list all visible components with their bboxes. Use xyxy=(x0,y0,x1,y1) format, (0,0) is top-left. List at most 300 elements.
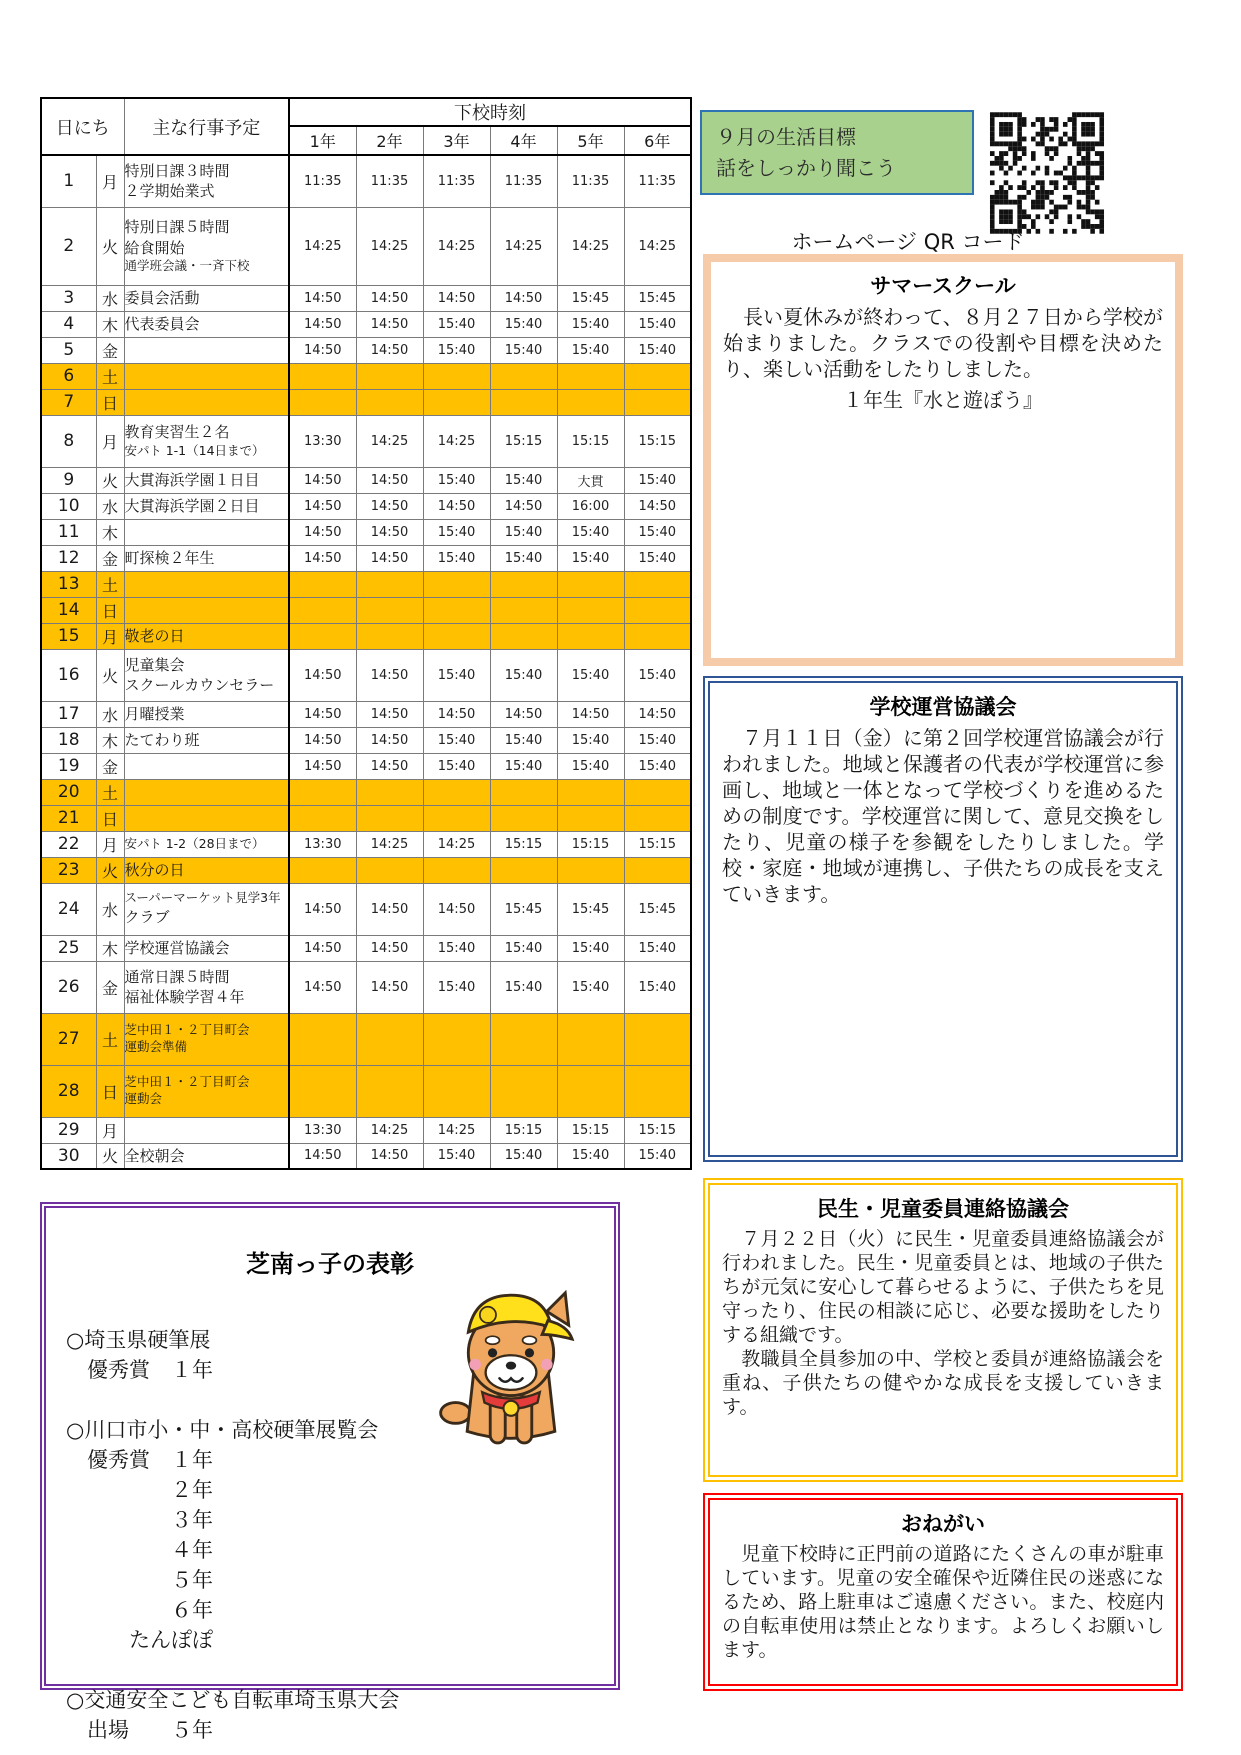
dismissal-time-cell: 15:40 xyxy=(490,311,557,337)
dismissal-time-cell: 15:40 xyxy=(557,935,624,961)
event-cell xyxy=(124,1013,289,1065)
dismissal-time-cell: 15:40 xyxy=(490,1143,557,1169)
weekday-cell: 水 xyxy=(96,493,124,519)
event-cell xyxy=(124,1117,289,1143)
date-cell: 27 xyxy=(41,1013,96,1065)
dismissal-time-cell: 11:35 xyxy=(289,155,356,207)
dismissal-time-cell: 15:15 xyxy=(490,831,557,857)
date-cell: 6 xyxy=(41,363,96,389)
dismissal-time-cell: 14:25 xyxy=(557,207,624,285)
monthly-goal-box xyxy=(700,110,974,195)
dismissal-time-cell: 15:45 xyxy=(557,883,624,935)
dismissal-time-cell xyxy=(289,389,356,415)
table-row xyxy=(41,493,691,519)
weekday-cell: 金 xyxy=(96,753,124,779)
dismissal-time-cell: 15:15 xyxy=(557,415,624,467)
dismissal-time-cell: 15:40 xyxy=(423,935,490,961)
dismissal-time-cell: 15:40 xyxy=(624,519,691,545)
event-line: 運動会 xyxy=(124,1091,163,1106)
event-line: 芝中田１・２丁目町会 xyxy=(124,1074,250,1090)
dismissal-time-cell: 14:50 xyxy=(356,701,423,727)
awards-box xyxy=(40,1202,620,1742)
event-line: 安パト 1-2（28日まで） xyxy=(124,835,265,851)
dismissal-time-cell xyxy=(356,597,423,623)
dismissal-time-cell: 14:50 xyxy=(490,701,557,727)
table-row xyxy=(41,597,691,623)
date-cell: 17 xyxy=(41,701,96,727)
event-cell xyxy=(124,311,289,337)
header-grade-4: 4年 xyxy=(490,126,557,155)
weekday-cell: 月 xyxy=(96,415,124,467)
dismissal-time-cell: 15:45 xyxy=(557,285,624,311)
event-cell xyxy=(124,1143,289,1169)
dismissal-time-cell: 16:00 xyxy=(557,493,624,519)
dismissal-time-cell: 14:50 xyxy=(356,1143,423,1169)
weekday-cell: 月 xyxy=(96,623,124,649)
date-cell: 14 xyxy=(41,597,96,623)
dismissal-time-cell: 15:40 xyxy=(423,961,490,1013)
dismissal-time-cell xyxy=(423,623,490,649)
dismissal-time-cell: 13:30 xyxy=(289,415,356,467)
table-row xyxy=(41,415,691,467)
dismissal-time-cell: 15:45 xyxy=(490,883,557,935)
award-line: ３年 xyxy=(66,1508,213,1532)
dismissal-time-cell xyxy=(289,1065,356,1117)
dismissal-time-cell: 15:40 xyxy=(490,753,557,779)
dismissal-time-cell xyxy=(557,1065,624,1117)
header-events: 主な行事予定 xyxy=(124,98,289,155)
date-cell: 5 xyxy=(41,337,96,363)
dismissal-time-cell xyxy=(490,857,557,883)
event-cell xyxy=(124,1065,289,1117)
table-row xyxy=(41,1065,691,1117)
dismissal-time-cell: 15:40 xyxy=(490,519,557,545)
request-box xyxy=(703,1493,1183,1691)
header-date: 日にち xyxy=(41,98,124,155)
date-cell: 29 xyxy=(41,1117,96,1143)
dismissal-time-cell: 15:40 xyxy=(557,1143,624,1169)
dismissal-time-cell: 15:40 xyxy=(557,519,624,545)
dismissal-time-cell: 14:50 xyxy=(624,493,691,519)
dismissal-time-cell: 大貫 xyxy=(557,467,624,493)
dismissal-time-cell: 14:50 xyxy=(356,727,423,753)
dismissal-time-cell: 13:30 xyxy=(289,831,356,857)
table-row xyxy=(41,519,691,545)
dismissal-time-cell: 13:30 xyxy=(289,1117,356,1143)
date-cell: 7 xyxy=(41,389,96,415)
dismissal-time-cell: 15:40 xyxy=(557,727,624,753)
dismissal-time-cell xyxy=(423,1013,490,1065)
calendar-table xyxy=(40,97,692,1170)
table-row xyxy=(41,831,691,857)
welfare-committee-title: 民生・児童委員連絡協議会 xyxy=(817,1197,1069,1221)
dismissal-time-cell: 14:50 xyxy=(289,493,356,519)
dismissal-time-cell xyxy=(289,363,356,389)
dismissal-time-cell: 15:40 xyxy=(624,753,691,779)
dismissal-time-cell xyxy=(624,571,691,597)
award-line: ○交通安全こども自転車埼玉県大会 xyxy=(66,1688,400,1712)
dismissal-time-cell xyxy=(356,779,423,805)
dismissal-time-cell: 15:15 xyxy=(624,1117,691,1143)
dismissal-time-cell: 15:40 xyxy=(624,545,691,571)
dismissal-time-cell xyxy=(624,805,691,831)
date-cell: 11 xyxy=(41,519,96,545)
dismissal-time-cell: 14:50 xyxy=(423,285,490,311)
event-line: 芝中田１・２丁目町会 xyxy=(124,1022,250,1038)
welfare-committee-box xyxy=(703,1178,1183,1482)
event-line: 学校運営協議会 xyxy=(124,938,230,957)
header-grade-2: 2年 xyxy=(356,126,423,155)
header-dismissal-time: 下校時刻 xyxy=(289,98,691,126)
date-cell: 10 xyxy=(41,493,96,519)
event-cell xyxy=(124,597,289,623)
dismissal-time-cell xyxy=(289,571,356,597)
table-row xyxy=(41,857,691,883)
dismissal-time-cell xyxy=(490,1065,557,1117)
weekday-cell: 水 xyxy=(96,701,124,727)
award-line: ○埼玉県硬筆展 xyxy=(66,1328,211,1352)
dismissal-time-cell: 14:50 xyxy=(356,493,423,519)
weekday-cell: 月 xyxy=(96,155,124,207)
dismissal-time-cell: 14:25 xyxy=(356,1117,423,1143)
dismissal-time-cell xyxy=(557,389,624,415)
dismissal-time-cell xyxy=(356,623,423,649)
event-line: クラブ xyxy=(124,908,170,927)
weekday-cell: 火 xyxy=(96,1143,124,1169)
dismissal-time-cell xyxy=(289,623,356,649)
dismissal-time-cell: 14:50 xyxy=(356,337,423,363)
dismissal-time-cell: 14:50 xyxy=(423,883,490,935)
weekday-cell: 土 xyxy=(96,363,124,389)
dismissal-time-cell xyxy=(490,571,557,597)
event-line: 福祉体験学習４年 xyxy=(124,988,245,1006)
event-cell xyxy=(124,831,289,857)
date-cell: 1 xyxy=(41,155,96,207)
dismissal-time-cell: 15:40 xyxy=(490,337,557,363)
summer-school-box xyxy=(703,254,1183,666)
event-cell xyxy=(124,285,289,311)
event-cell xyxy=(124,493,289,519)
dismissal-time-cell: 15:15 xyxy=(557,831,624,857)
event-cell xyxy=(124,155,289,207)
summer-school-caption: １年生『水と遊ぼう』 xyxy=(843,388,1043,412)
dismissal-time-cell xyxy=(356,805,423,831)
table-row xyxy=(41,363,691,389)
dismissal-time-cell xyxy=(624,857,691,883)
event-cell xyxy=(124,753,289,779)
event-line: 大貫海浜学園２日目 xyxy=(124,496,260,515)
event-line: 安パト 1-1（14日まで） xyxy=(124,442,265,458)
dismissal-time-cell xyxy=(624,363,691,389)
dismissal-time-cell xyxy=(356,1013,423,1065)
dismissal-time-cell xyxy=(557,1013,624,1065)
dismissal-time-cell xyxy=(557,597,624,623)
table-row xyxy=(41,935,691,961)
dismissal-time-cell: 15:40 xyxy=(423,545,490,571)
weekday-cell: 金 xyxy=(96,961,124,1013)
dismissal-time-cell: 14:50 xyxy=(356,519,423,545)
dismissal-time-cell: 11:35 xyxy=(624,155,691,207)
summer-school-text: 長い夏休みが終わって、８月２７日から学校が始まりました。クラスでの役割や目標を決めたり、楽しい活動をしたりしました。 xyxy=(723,305,1163,381)
dismissal-time-cell: 15:40 xyxy=(557,545,624,571)
dismissal-time-cell xyxy=(624,389,691,415)
date-cell: 20 xyxy=(41,779,96,805)
dismissal-time-cell xyxy=(557,805,624,831)
date-cell: 22 xyxy=(41,831,96,857)
dismissal-time-cell: 15:40 xyxy=(557,311,624,337)
dismissal-time-cell: 15:40 xyxy=(624,311,691,337)
dismissal-time-cell: 14:25 xyxy=(356,207,423,285)
dismissal-time-cell: 14:50 xyxy=(289,337,356,363)
request-text: 児童下校時に正門前の道路にたくさんの車が駐車しています。児童の安全確保や近隣住民の迷惑になるため、路上駐車はご遠慮ください。また、校庭内の自転車使用は禁止となります。よろしくお願いします。 xyxy=(722,1543,1164,1661)
weekday-cell: 土 xyxy=(96,1013,124,1065)
weekday-cell: 火 xyxy=(96,649,124,701)
dismissal-time-cell: 15:40 xyxy=(624,727,691,753)
table-row xyxy=(41,571,691,597)
award-line: ４年 xyxy=(66,1538,213,1562)
dismissal-time-cell xyxy=(423,805,490,831)
award-line: ○川口市小・中・高校硬筆展覧会 xyxy=(66,1418,379,1442)
event-cell xyxy=(124,935,289,961)
date-cell: 21 xyxy=(41,805,96,831)
welfare-committee-paragraph-2: 教職員全員参加の中、学校と委員が連絡協議会を重ね、子供たちの健やかな成長を支援していきます。 xyxy=(722,1348,1164,1418)
event-line: 月曜授業 xyxy=(124,704,185,723)
event-line: 教育実習生２名 xyxy=(124,423,230,442)
event-cell xyxy=(124,467,289,493)
date-cell: 9 xyxy=(41,467,96,493)
calendar-header-row-top xyxy=(41,98,691,126)
school-council-box xyxy=(703,676,1183,1162)
summer-school-title: サマースクール xyxy=(870,274,1016,298)
date-cell: 13 xyxy=(41,571,96,597)
dismissal-time-cell: 15:40 xyxy=(557,649,624,701)
qr-code xyxy=(988,110,1106,236)
event-cell xyxy=(124,207,289,285)
date-cell: 8 xyxy=(41,415,96,467)
weekday-cell: 土 xyxy=(96,571,124,597)
date-cell: 23 xyxy=(41,857,96,883)
event-cell xyxy=(124,389,289,415)
dismissal-time-cell: 15:40 xyxy=(624,649,691,701)
date-cell: 18 xyxy=(41,727,96,753)
qr-code-caption: ホームページ QR コード xyxy=(791,230,1025,254)
dismissal-time-cell xyxy=(423,857,490,883)
dismissal-time-cell: 11:35 xyxy=(490,155,557,207)
table-row xyxy=(41,1143,691,1169)
table-row xyxy=(41,311,691,337)
dismissal-time-cell xyxy=(557,363,624,389)
event-line: 町探検２年生 xyxy=(124,548,215,567)
event-cell xyxy=(124,519,289,545)
dismissal-time-cell: 15:40 xyxy=(490,935,557,961)
date-cell: 2 xyxy=(41,207,96,285)
dismissal-time-cell: 14:50 xyxy=(423,701,490,727)
weekday-cell: 火 xyxy=(96,207,124,285)
dismissal-time-cell xyxy=(624,1065,691,1117)
dismissal-time-cell xyxy=(490,389,557,415)
weekday-cell: 日 xyxy=(96,597,124,623)
event-line: たてわり班 xyxy=(124,730,200,749)
dismissal-time-cell xyxy=(490,623,557,649)
dismissal-time-cell: 15:40 xyxy=(423,649,490,701)
weekday-cell: 水 xyxy=(96,883,124,935)
dismissal-time-cell xyxy=(356,571,423,597)
dismissal-time-cell: 14:50 xyxy=(289,753,356,779)
table-row xyxy=(41,1013,691,1065)
date-cell: 28 xyxy=(41,1065,96,1117)
award-line: ６年 xyxy=(66,1598,213,1622)
weekday-cell: 木 xyxy=(96,935,124,961)
date-cell: 3 xyxy=(41,285,96,311)
dismissal-time-cell: 14:50 xyxy=(356,649,423,701)
event-line: 秋分の日 xyxy=(124,860,185,879)
dismissal-time-cell xyxy=(356,363,423,389)
dismissal-time-cell: 15:40 xyxy=(423,519,490,545)
dismissal-time-cell xyxy=(356,857,423,883)
dismissal-time-cell: 15:15 xyxy=(557,1117,624,1143)
weekday-cell: 月 xyxy=(96,831,124,857)
dismissal-time-cell: 14:50 xyxy=(356,285,423,311)
dismissal-time-cell: 15:40 xyxy=(490,961,557,1013)
event-line: スーパーマーケット見学3年 xyxy=(124,890,281,906)
event-cell xyxy=(124,415,289,467)
dismissal-time-cell: 15:40 xyxy=(423,311,490,337)
event-line: 通常日課５時間 xyxy=(124,967,230,986)
weekday-cell: 月 xyxy=(96,1117,124,1143)
dismissal-time-cell: 14:50 xyxy=(490,493,557,519)
table-row xyxy=(41,545,691,571)
dismissal-time-cell: 14:50 xyxy=(356,883,423,935)
dismissal-time-cell xyxy=(423,1065,490,1117)
dismissal-time-cell: 14:25 xyxy=(423,1117,490,1143)
table-row xyxy=(41,337,691,363)
dismissal-time-cell: 14:50 xyxy=(289,701,356,727)
dismissal-time-cell xyxy=(289,597,356,623)
table-row xyxy=(41,649,691,701)
header-grade-6: 6年 xyxy=(624,126,691,155)
event-line: 児童集会 xyxy=(124,655,185,674)
dismissal-time-cell: 15:15 xyxy=(490,1117,557,1143)
award-line xyxy=(66,1655,594,1685)
dismissal-time-cell: 14:50 xyxy=(289,519,356,545)
weekday-cell: 金 xyxy=(96,545,124,571)
event-cell xyxy=(124,701,289,727)
calendar-header xyxy=(41,98,691,155)
table-row xyxy=(41,1117,691,1143)
september-schedule-section xyxy=(40,97,692,1170)
event-cell xyxy=(124,805,289,831)
award-line: ２年 xyxy=(66,1478,213,1502)
dismissal-time-cell xyxy=(423,779,490,805)
weekday-cell: 金 xyxy=(96,337,124,363)
table-row xyxy=(41,883,691,935)
dismissal-time-cell: 14:50 xyxy=(356,935,423,961)
dismissal-time-cell: 15:45 xyxy=(624,285,691,311)
request-title: おねがい xyxy=(901,1512,985,1536)
table-row xyxy=(41,207,691,285)
dismissal-time-cell: 15:40 xyxy=(423,727,490,753)
event-line: 代表委員会 xyxy=(124,314,200,333)
weekday-cell: 土 xyxy=(96,779,124,805)
award-line: 出場 ５年 xyxy=(66,1718,213,1742)
dismissal-time-cell: 15:40 xyxy=(624,935,691,961)
event-cell xyxy=(124,363,289,389)
dismissal-time-cell: 15:40 xyxy=(624,467,691,493)
table-row xyxy=(41,753,691,779)
dismissal-time-cell xyxy=(356,1065,423,1117)
dismissal-time-cell: 15:15 xyxy=(490,415,557,467)
dismissal-time-cell xyxy=(624,779,691,805)
dismissal-time-cell xyxy=(423,597,490,623)
dismissal-time-cell: 15:40 xyxy=(490,467,557,493)
school-council-title: 学校運営協議会 xyxy=(869,695,1017,719)
event-cell xyxy=(124,571,289,597)
dismissal-time-cell: 15:40 xyxy=(557,337,624,363)
dismissal-time-cell: 14:50 xyxy=(557,701,624,727)
dismissal-time-cell: 14:50 xyxy=(289,649,356,701)
dismissal-time-cell: 15:40 xyxy=(624,961,691,1013)
dismissal-time-cell: 15:40 xyxy=(557,961,624,1013)
award-line: 優秀賞 １年 xyxy=(66,1358,213,1382)
table-row xyxy=(41,285,691,311)
table-row xyxy=(41,701,691,727)
dismissal-time-cell: 14:50 xyxy=(289,285,356,311)
award-line: ５年 xyxy=(66,1568,213,1592)
event-line: 敬老の日 xyxy=(124,626,185,645)
table-row xyxy=(41,727,691,753)
dismissal-time-cell xyxy=(289,779,356,805)
dismissal-time-cell xyxy=(356,389,423,415)
dismissal-time-cell: 15:40 xyxy=(423,1143,490,1169)
dismissal-time-cell xyxy=(490,597,557,623)
welfare-committee-paragraph-1: ７月２２日（火）に民生・児童委員連絡協議会が行われました。民生・児童委員とは、地域の子供たちが元気に安心して暮らせるように、子供たちを見守ったり、住民の相談に応じ、必要な援助をしたりする組織です。 xyxy=(722,1228,1164,1346)
dismissal-time-cell xyxy=(624,1013,691,1065)
dismissal-time-cell xyxy=(624,623,691,649)
table-row xyxy=(41,623,691,649)
event-line: 通学班会議・一斉下校 xyxy=(124,257,250,273)
dismissal-time-cell: 11:35 xyxy=(356,155,423,207)
calendar-body xyxy=(41,155,691,1169)
dismissal-time-cell: 15:40 xyxy=(423,753,490,779)
event-line: 特別日課５時間 xyxy=(124,218,230,237)
dismissal-time-cell: 14:50 xyxy=(289,311,356,337)
dismissal-time-cell: 14:50 xyxy=(423,493,490,519)
event-line: 給食開始 xyxy=(124,238,185,257)
header-grade-5: 5年 xyxy=(557,126,624,155)
table-row xyxy=(41,805,691,831)
dismissal-time-cell: 14:50 xyxy=(490,285,557,311)
date-cell: 15 xyxy=(41,623,96,649)
dismissal-time-cell: 14:50 xyxy=(289,727,356,753)
dismissal-time-cell xyxy=(624,597,691,623)
event-cell xyxy=(124,961,289,1013)
shiba-dog-mascot-illustration xyxy=(436,1286,586,1455)
dismissal-time-cell: 14:50 xyxy=(356,545,423,571)
date-cell: 26 xyxy=(41,961,96,1013)
event-line: 委員会活動 xyxy=(124,288,200,307)
dismissal-time-cell xyxy=(423,363,490,389)
dismissal-time-cell: 14:50 xyxy=(289,883,356,935)
school-council-text: ７月１１日（金）に第２回学校運営協議会が行われました。地域と保護者の代表が学校運営に参画し、地域と一体となって学校づくりを進めるための制度です。学校運営に関して、意見交換をしたり、児童の様子を参観をしたりしました。学校・家庭・地域が連携し、子供たちの成長を支えていきます。 xyxy=(722,726,1164,906)
dismissal-time-cell: 15:40 xyxy=(423,337,490,363)
event-cell xyxy=(124,727,289,753)
weekday-cell: 火 xyxy=(96,857,124,883)
weekday-cell: 水 xyxy=(96,285,124,311)
awards-title: 芝南っ子の表彰 xyxy=(246,1250,414,1278)
date-cell: 30 xyxy=(41,1143,96,1169)
event-line: スクールカウンセラー xyxy=(124,676,275,694)
dismissal-time-cell: 14:25 xyxy=(423,207,490,285)
